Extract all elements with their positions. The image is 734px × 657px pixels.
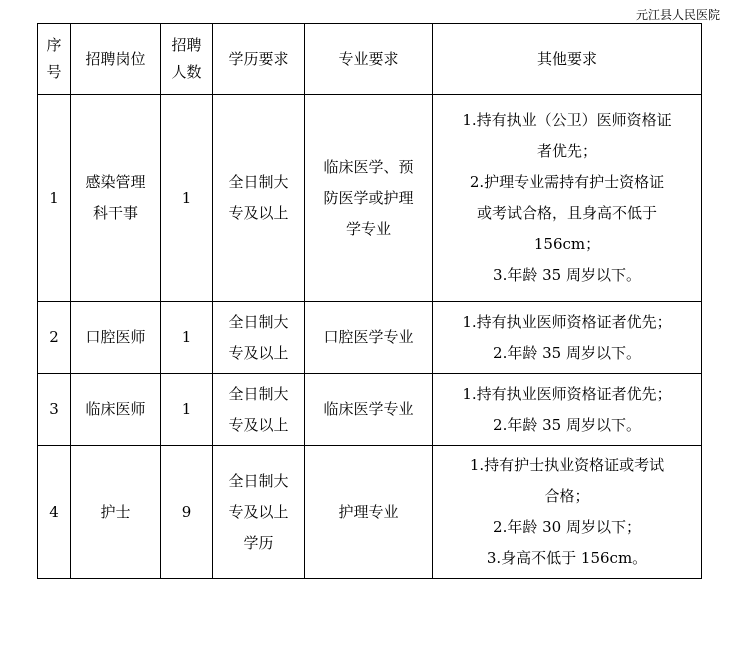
- header-position: 招聘岗位: [71, 24, 161, 95]
- table-row: [38, 95, 702, 302]
- cell-major: 临床医学、预 防医学或护理 学专业: [305, 95, 433, 302]
- cell-major: 口腔医学专业: [305, 302, 433, 374]
- cell-count: 9: [161, 446, 213, 579]
- cell-other: 1.持有护士执业资格证或考试 合格； 2.年龄 30 周岁以下； 3.身高不低于 156cm。: [433, 446, 702, 579]
- cell-education: 全日制大 专及以上 学历: [213, 446, 305, 579]
- cell-count: 1: [161, 95, 213, 302]
- header-seq: 序 号: [38, 24, 71, 95]
- header-count: 招聘 人数: [161, 24, 213, 95]
- cell-seq: 1: [38, 95, 71, 302]
- cell-seq: 2: [38, 302, 71, 374]
- cell-other: 1.持有执业（公卫）医师资格证 者优先； 2.护理专业需持有护士资格证 或考试合格，且身高不低于 156cm； 3.年龄 35 周岁以下。: [433, 95, 702, 302]
- cell-major: 临床医学专业: [305, 374, 433, 446]
- header-education: 学历要求: [213, 24, 305, 95]
- table-row: [38, 302, 702, 374]
- cell-education: 全日制大 专及以上: [213, 302, 305, 374]
- cell-position: 感染管理 科干事: [71, 95, 161, 302]
- cell-count: 1: [161, 302, 213, 374]
- table-row: [38, 446, 702, 579]
- cell-seq: 4: [38, 446, 71, 579]
- organization-name: 元江县人民医院: [635, 8, 720, 22]
- cell-position: 临床医师: [71, 374, 161, 446]
- cell-other: 1.持有执业医师资格证者优先； 2.年龄 35 周岁以下。: [433, 302, 702, 374]
- header-other: 其他要求: [433, 24, 702, 95]
- recruitment-table: [37, 23, 702, 579]
- table-header-row: [38, 24, 702, 95]
- cell-position: 口腔医师: [71, 302, 161, 374]
- cell-major: 护理专业: [305, 446, 433, 579]
- header-major: 专业要求: [305, 24, 433, 95]
- cell-education: 全日制大 专及以上: [213, 95, 305, 302]
- cell-position: 护士: [71, 446, 161, 579]
- cell-education: 全日制大 专及以上: [213, 374, 305, 446]
- table-row: [38, 374, 702, 446]
- cell-seq: 3: [38, 374, 71, 446]
- cell-other: 1.持有执业医师资格证者优先； 2.年龄 35 周岁以下。: [433, 374, 702, 446]
- cell-count: 1: [161, 374, 213, 446]
